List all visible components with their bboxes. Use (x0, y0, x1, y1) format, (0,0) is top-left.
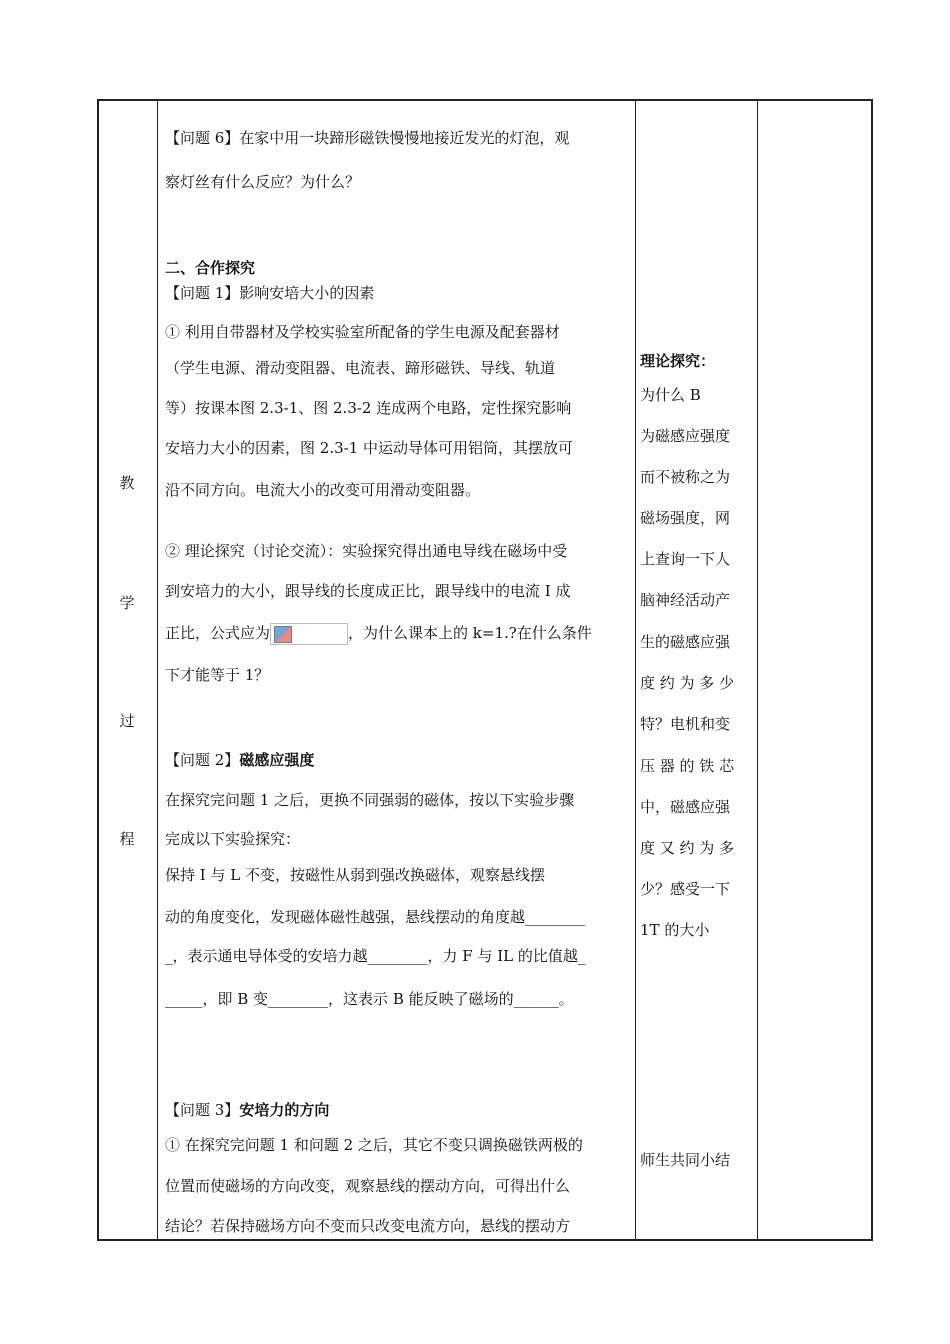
q3-title (165, 1100, 630, 1120)
notes-line-7: 生的磁感应强 (640, 633, 731, 651)
q2-line-5: _，表示通电导体受的安培力越________，力 F 与 IL 的比值越_ (165, 947, 586, 965)
q3-title-prefix: 【问题 3】 (165, 1101, 240, 1119)
section-heading: 二、合作探究 (165, 259, 256, 277)
notes-heading: 理论探究： (640, 352, 716, 370)
notes-line-1: 为什么 B (640, 386, 701, 404)
q2-line-6: _____，即 B 变________，这表示 B 能反映了磁场的______。 (165, 990, 574, 1008)
q1-para2-line3 (165, 623, 630, 645)
stage-char-1: 教 (119, 474, 135, 492)
q1-para2-line2: 到安培力的大小，跟导线的长度成正比，跟导线中的电流 I 成 (165, 582, 571, 600)
notes-line-4: 磁场强度，网 (640, 509, 731, 527)
q1-para1-line3: 等）按课本图 2.3-1、图 2.3-2 连成两个电路，定性探究影响 (165, 399, 572, 417)
q2-title-prefix: 【问题 2】 (165, 751, 240, 769)
notes-line-8: 度 约 为 多 少 (640, 674, 735, 692)
q1-para2-line4: 下才能等于 1？ (165, 666, 270, 684)
notes-line-12: 度 又 约 为 多 (640, 839, 735, 857)
q1-para1-line4: 安培力大小的因素，图 2.3-1 中运动导体可用铝筒，其摆放可 (165, 439, 574, 457)
q6-line-2: 察灯丝有什么反应？为什么？ (165, 173, 361, 191)
broken-image-icon (274, 626, 292, 643)
notes-line-2: 为磁感应强度 (640, 427, 731, 445)
q1-para1-line1: ① 利用自带器材及学校实验室所配备的学生电源及配套器材 (165, 323, 560, 341)
q3-line-2: 位置而使磁场的方向改变，观察悬线的摆动方向，可得出什么 (165, 1177, 571, 1195)
q2-title (165, 750, 630, 770)
q1-para1-line5: 沿不同方向。电流大小的改变可用滑动变阻器。 (165, 481, 481, 499)
stage-char-2: 学 (119, 594, 135, 612)
formula-trail-text: ，为什么课本上的 k=1.?在什么条件 (348, 624, 592, 642)
formula-lead-text: 正比，公式应为 (165, 624, 271, 642)
column-divider-3 (757, 99, 758, 1241)
q6-line-1: 【问题 6】在家中用一块蹄形磁铁慢慢地接近发光的灯泡，观 (165, 129, 570, 147)
q2-line-3: 保持 I 与 L 不变，按磁性从弱到强改换磁体，观察悬线摆 (165, 866, 545, 884)
notes-line-10: 压 器 的 铁 芯 (640, 757, 735, 775)
table-right-border (871, 99, 873, 1241)
q3-line-3: 结论？若保持磁场方向不变而只改变电流方向，悬线的摆动方 (165, 1217, 571, 1235)
notes-line-5: 上查询一下人 (640, 550, 731, 568)
notes-summary: 师生共同小结 (640, 1151, 731, 1169)
q3-title-bold: 安培力的方向 (239, 1101, 330, 1119)
stage-char-3: 过 (119, 712, 135, 730)
q2-line-2: 完成以下实验探究： (165, 830, 301, 848)
q2-line-1: 在探究完问题 1 之后，更换不同强弱的磁体，按以下实验步骤 (165, 791, 575, 809)
q2-line-4: 动的角度变化，发现磁体磁性越强，悬线摆动的角度越________ (165, 908, 586, 926)
q2-title-bold: 磁感应强度 (239, 751, 315, 769)
notes-line-9: 特？电机和变 (640, 715, 731, 733)
q1-para2-line1: ② 理论探究（讨论交流）：实验探究得出通电导线在磁场中受 (165, 542, 568, 560)
notes-line-13: 少？感受一下 (640, 880, 731, 898)
q3-line-1: ① 在探究完问题 1 和问题 2 之后，其它不变只调换磁铁两极的 (165, 1136, 583, 1154)
stage-char-4: 程 (119, 830, 135, 848)
q1-title: 【问题 1】影响安培大小的因素 (165, 284, 375, 302)
column-divider-2 (635, 99, 636, 1241)
table-left-border (97, 99, 99, 1241)
notes-line-6: 脑神经活动产 (640, 591, 731, 609)
notes-line-11: 中，磁感应强 (640, 798, 731, 816)
notes-line-14: 1T 的大小 (640, 921, 710, 939)
notes-line-3: 而不被称之为 (640, 468, 731, 486)
q1-para1-line2: （学生电源、滑动变阻器、电流表、蹄形磁铁、导线、轨道 (165, 359, 556, 377)
column-divider-1 (157, 99, 158, 1241)
formula-image (270, 623, 348, 645)
